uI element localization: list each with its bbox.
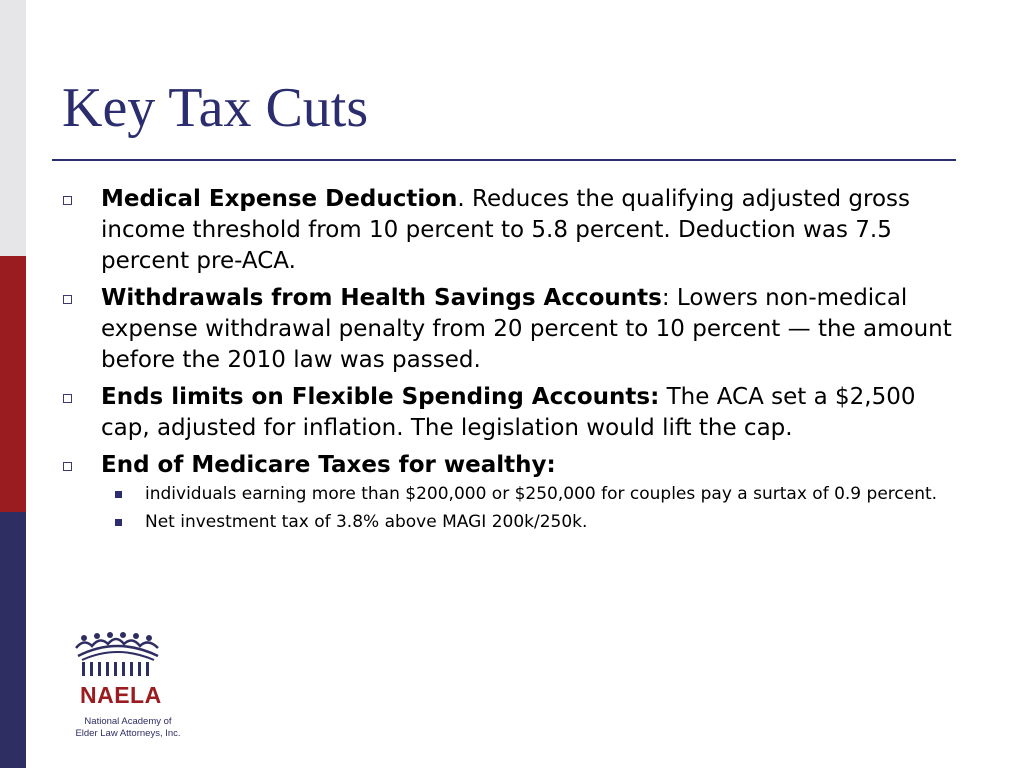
sub-bullet-list <box>101 482 962 534</box>
bullet-box-icon <box>63 394 72 403</box>
capitol-icon <box>70 632 170 680</box>
bullet-text: . Reduces the qualifying adjusted gross income threshold from 10 percent to 5.8 percent. Deduction was 7.5 percent pre-ACA. <box>101 186 910 274</box>
bullet-text: The ACA set a $2,500 cap, adjusted for inflation. The legislation would lift the cap. <box>101 384 916 441</box>
sub-bullet-square-icon <box>115 491 122 498</box>
logo-tagline-line1: National Academy of <box>84 716 172 727</box>
sub-bullet-surtax <box>101 482 962 506</box>
logo-wordmark: NAELA <box>80 682 162 708</box>
bullet-list <box>62 184 962 540</box>
bullet-medicare-taxes <box>62 450 962 534</box>
sub-bullet-investment-tax <box>101 510 962 534</box>
sub-bullet-text: individuals earning more than $200,000 or $250,000 for couples pay a surtax of 0.9 percent. <box>145 484 938 504</box>
bullet-heading: Withdrawals from Health Savings Accounts <box>101 285 662 311</box>
bullet-heading: End of Medicare Taxes for wealthy: <box>101 452 556 478</box>
side-band-red <box>0 256 26 512</box>
sub-bullet-square-icon <box>115 519 122 526</box>
bullet-box-icon <box>63 196 72 205</box>
logo-tagline-line2: Elder Law Attorneys, Inc. <box>75 728 181 739</box>
bullet-box-icon <box>63 295 72 304</box>
sub-bullet-text: Net investment tax of 3.8% above MAGI 200k/250k. <box>145 512 588 532</box>
bullet-text: : Lowers non-medical expense withdrawal penalty from 20 percent to 10 percent — the amount before the 2010 law was passed. <box>101 285 952 373</box>
side-band-gray <box>0 0 26 256</box>
bullet-heading: Ends limits on Flexible Spending Accounts: <box>101 384 660 410</box>
bullet-box-icon <box>63 462 72 471</box>
bullet-fsa-limits <box>62 382 962 444</box>
bullet-hsa-withdrawals <box>62 283 962 376</box>
bullet-heading: Medical Expense Deduction <box>101 186 458 212</box>
naela-logo <box>70 632 182 744</box>
title-underline <box>52 159 956 161</box>
logo-tagline <box>72 716 184 740</box>
side-band-navy <box>0 512 26 768</box>
bullet-medical-expense <box>62 184 962 277</box>
slide-title: Key Tax Cuts <box>62 77 369 139</box>
